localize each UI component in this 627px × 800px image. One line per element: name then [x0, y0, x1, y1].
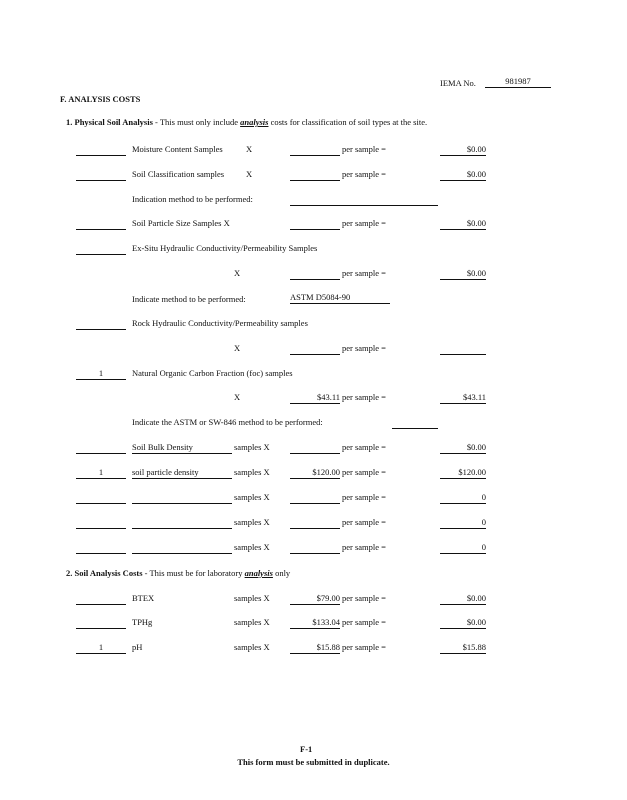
- hydraulic-method-label: Indicate method to be performed:: [132, 294, 246, 304]
- classification-per-sample: per sample =: [342, 169, 386, 179]
- lab-samples-label: samples X: [234, 617, 270, 627]
- rock-total-field[interactable]: [440, 343, 486, 355]
- classification-price-field[interactable]: [290, 169, 340, 181]
- rock-per-sample: per sample =: [342, 343, 386, 353]
- extra-count-field[interactable]: [76, 517, 126, 529]
- hydraulic-label: Ex-Situ Hydraulic Conductivity/Permeability Samples: [132, 243, 318, 253]
- extra-total-field[interactable]: $0.00: [440, 442, 486, 454]
- section-2-heading: 2. Soil Analysis Costs - This must be for laboratory analysis only: [66, 568, 291, 578]
- extra-per-sample: per sample =: [342, 542, 386, 552]
- moisture-per-sample: per sample =: [342, 144, 386, 154]
- foc-method-field[interactable]: [392, 417, 438, 429]
- moisture-count-field[interactable]: [76, 144, 126, 156]
- foc-label: Natural Organic Carbon Fraction (foc) samples: [132, 368, 293, 378]
- extra-name-field[interactable]: soil particle density: [132, 467, 232, 479]
- extra-count-field[interactable]: [76, 442, 126, 454]
- extra-price-field[interactable]: [290, 442, 340, 454]
- foc-x: X: [234, 392, 241, 402]
- lab-total-field[interactable]: $15.88: [440, 642, 486, 654]
- moisture-total-field[interactable]: $0.00: [440, 144, 486, 156]
- extra-samples-label: samples X: [234, 517, 270, 527]
- classification-method-field[interactable]: [290, 194, 438, 206]
- moisture-price-field[interactable]: [290, 144, 340, 156]
- footer-note: This form must be submitted in duplicate.: [237, 757, 390, 767]
- extra-per-sample: per sample =: [342, 517, 386, 527]
- lab-per-sample: per sample =: [342, 593, 386, 603]
- hydraulic-per-sample: per sample =: [342, 268, 386, 278]
- extra-per-sample: per sample =: [342, 442, 386, 452]
- lab-count-field[interactable]: [76, 593, 126, 605]
- particle-count-field[interactable]: [76, 218, 126, 230]
- foc-count-field[interactable]: 1: [76, 368, 126, 380]
- lab-price-field[interactable]: $15.88: [290, 642, 340, 654]
- extra-samples-label: samples X: [234, 542, 270, 552]
- classification-x: X: [246, 169, 253, 179]
- hydraulic-price-field[interactable]: [290, 268, 340, 280]
- lab-count-field[interactable]: 1: [76, 642, 126, 654]
- extra-total-field[interactable]: 0: [440, 542, 486, 554]
- extra-price-field[interactable]: [290, 492, 340, 504]
- lab-samples-label: samples X: [234, 593, 270, 603]
- lab-samples-label: samples X: [234, 642, 270, 652]
- extra-count-field[interactable]: [76, 542, 126, 554]
- extra-price-field[interactable]: [290, 517, 340, 529]
- moisture-label: Moisture Content Samples: [132, 144, 223, 154]
- rock-price-field[interactable]: [290, 343, 340, 355]
- classification-method-label: Indication method to be performed:: [132, 194, 253, 204]
- extra-samples-label: samples X: [234, 467, 270, 477]
- rock-label: Rock Hydraulic Conductivity/Permeability samples: [132, 318, 308, 328]
- extra-samples-label: samples X: [234, 442, 270, 452]
- classification-count-field[interactable]: [76, 169, 126, 181]
- hydraulic-method-field[interactable]: ASTM D5084-90: [290, 292, 390, 304]
- extra-name-field[interactable]: [132, 542, 232, 554]
- extra-name-field[interactable]: [132, 492, 232, 504]
- extra-total-field[interactable]: $120.00: [440, 467, 486, 479]
- extra-name-field[interactable]: [132, 517, 232, 529]
- hydraulic-total-field[interactable]: $0.00: [440, 268, 486, 280]
- page-number: F-1: [300, 744, 313, 754]
- section-1-heading: 1. Physical Soil Analysis - This must only include analysis costs for classification of soil types at the site.: [66, 117, 428, 127]
- extra-price-field[interactable]: $120.00: [290, 467, 340, 479]
- lab-count-field[interactable]: [76, 617, 126, 629]
- lab-price-field[interactable]: $79.00: [290, 593, 340, 605]
- iema-label: IEMA No.: [440, 78, 476, 88]
- particle-price-field[interactable]: [290, 218, 340, 230]
- particle-label: Soil Particle Size Samples X: [132, 218, 230, 228]
- classification-total-field[interactable]: $0.00: [440, 169, 486, 181]
- extra-count-field[interactable]: [76, 492, 126, 504]
- rock-count-field[interactable]: [76, 318, 126, 330]
- lab-total-field[interactable]: $0.00: [440, 593, 486, 605]
- foc-per-sample: per sample =: [342, 392, 386, 402]
- lab-total-field[interactable]: $0.00: [440, 617, 486, 629]
- extra-total-field[interactable]: 0: [440, 492, 486, 504]
- extra-total-field[interactable]: 0: [440, 517, 486, 529]
- lab-analyte-name: BTEX: [132, 593, 155, 603]
- moisture-x: X: [246, 144, 253, 154]
- extra-per-sample: per sample =: [342, 492, 386, 502]
- extra-price-field[interactable]: [290, 542, 340, 554]
- lab-price-field[interactable]: $133.04: [290, 617, 340, 629]
- hydraulic-count-field[interactable]: [76, 243, 126, 255]
- extra-samples-label: samples X: [234, 492, 270, 502]
- lab-analyte-name: pH: [132, 642, 143, 652]
- foc-price-field[interactable]: $43.11: [290, 392, 340, 404]
- extra-count-field[interactable]: 1: [76, 467, 126, 479]
- iema-number[interactable]: 981987: [485, 76, 551, 88]
- hydraulic-x: X: [234, 268, 241, 278]
- rock-x: X: [234, 343, 241, 353]
- lab-per-sample: per sample =: [342, 642, 386, 652]
- particle-per-sample: per sample =: [342, 218, 386, 228]
- section-title: F. ANALYSIS COSTS: [60, 94, 141, 104]
- classification-label: Soil Classification samples: [132, 169, 225, 179]
- particle-total-field[interactable]: $0.00: [440, 218, 486, 230]
- lab-per-sample: per sample =: [342, 617, 386, 627]
- foc-total-field[interactable]: $43.11: [440, 392, 486, 404]
- extra-per-sample: per sample =: [342, 467, 386, 477]
- extra-name-field[interactable]: Soil Bulk Density: [132, 442, 232, 454]
- foc-method-label: Indicate the ASTM or SW-846 method to be performed:: [132, 417, 323, 427]
- lab-analyte-name: TPHg: [132, 617, 153, 627]
